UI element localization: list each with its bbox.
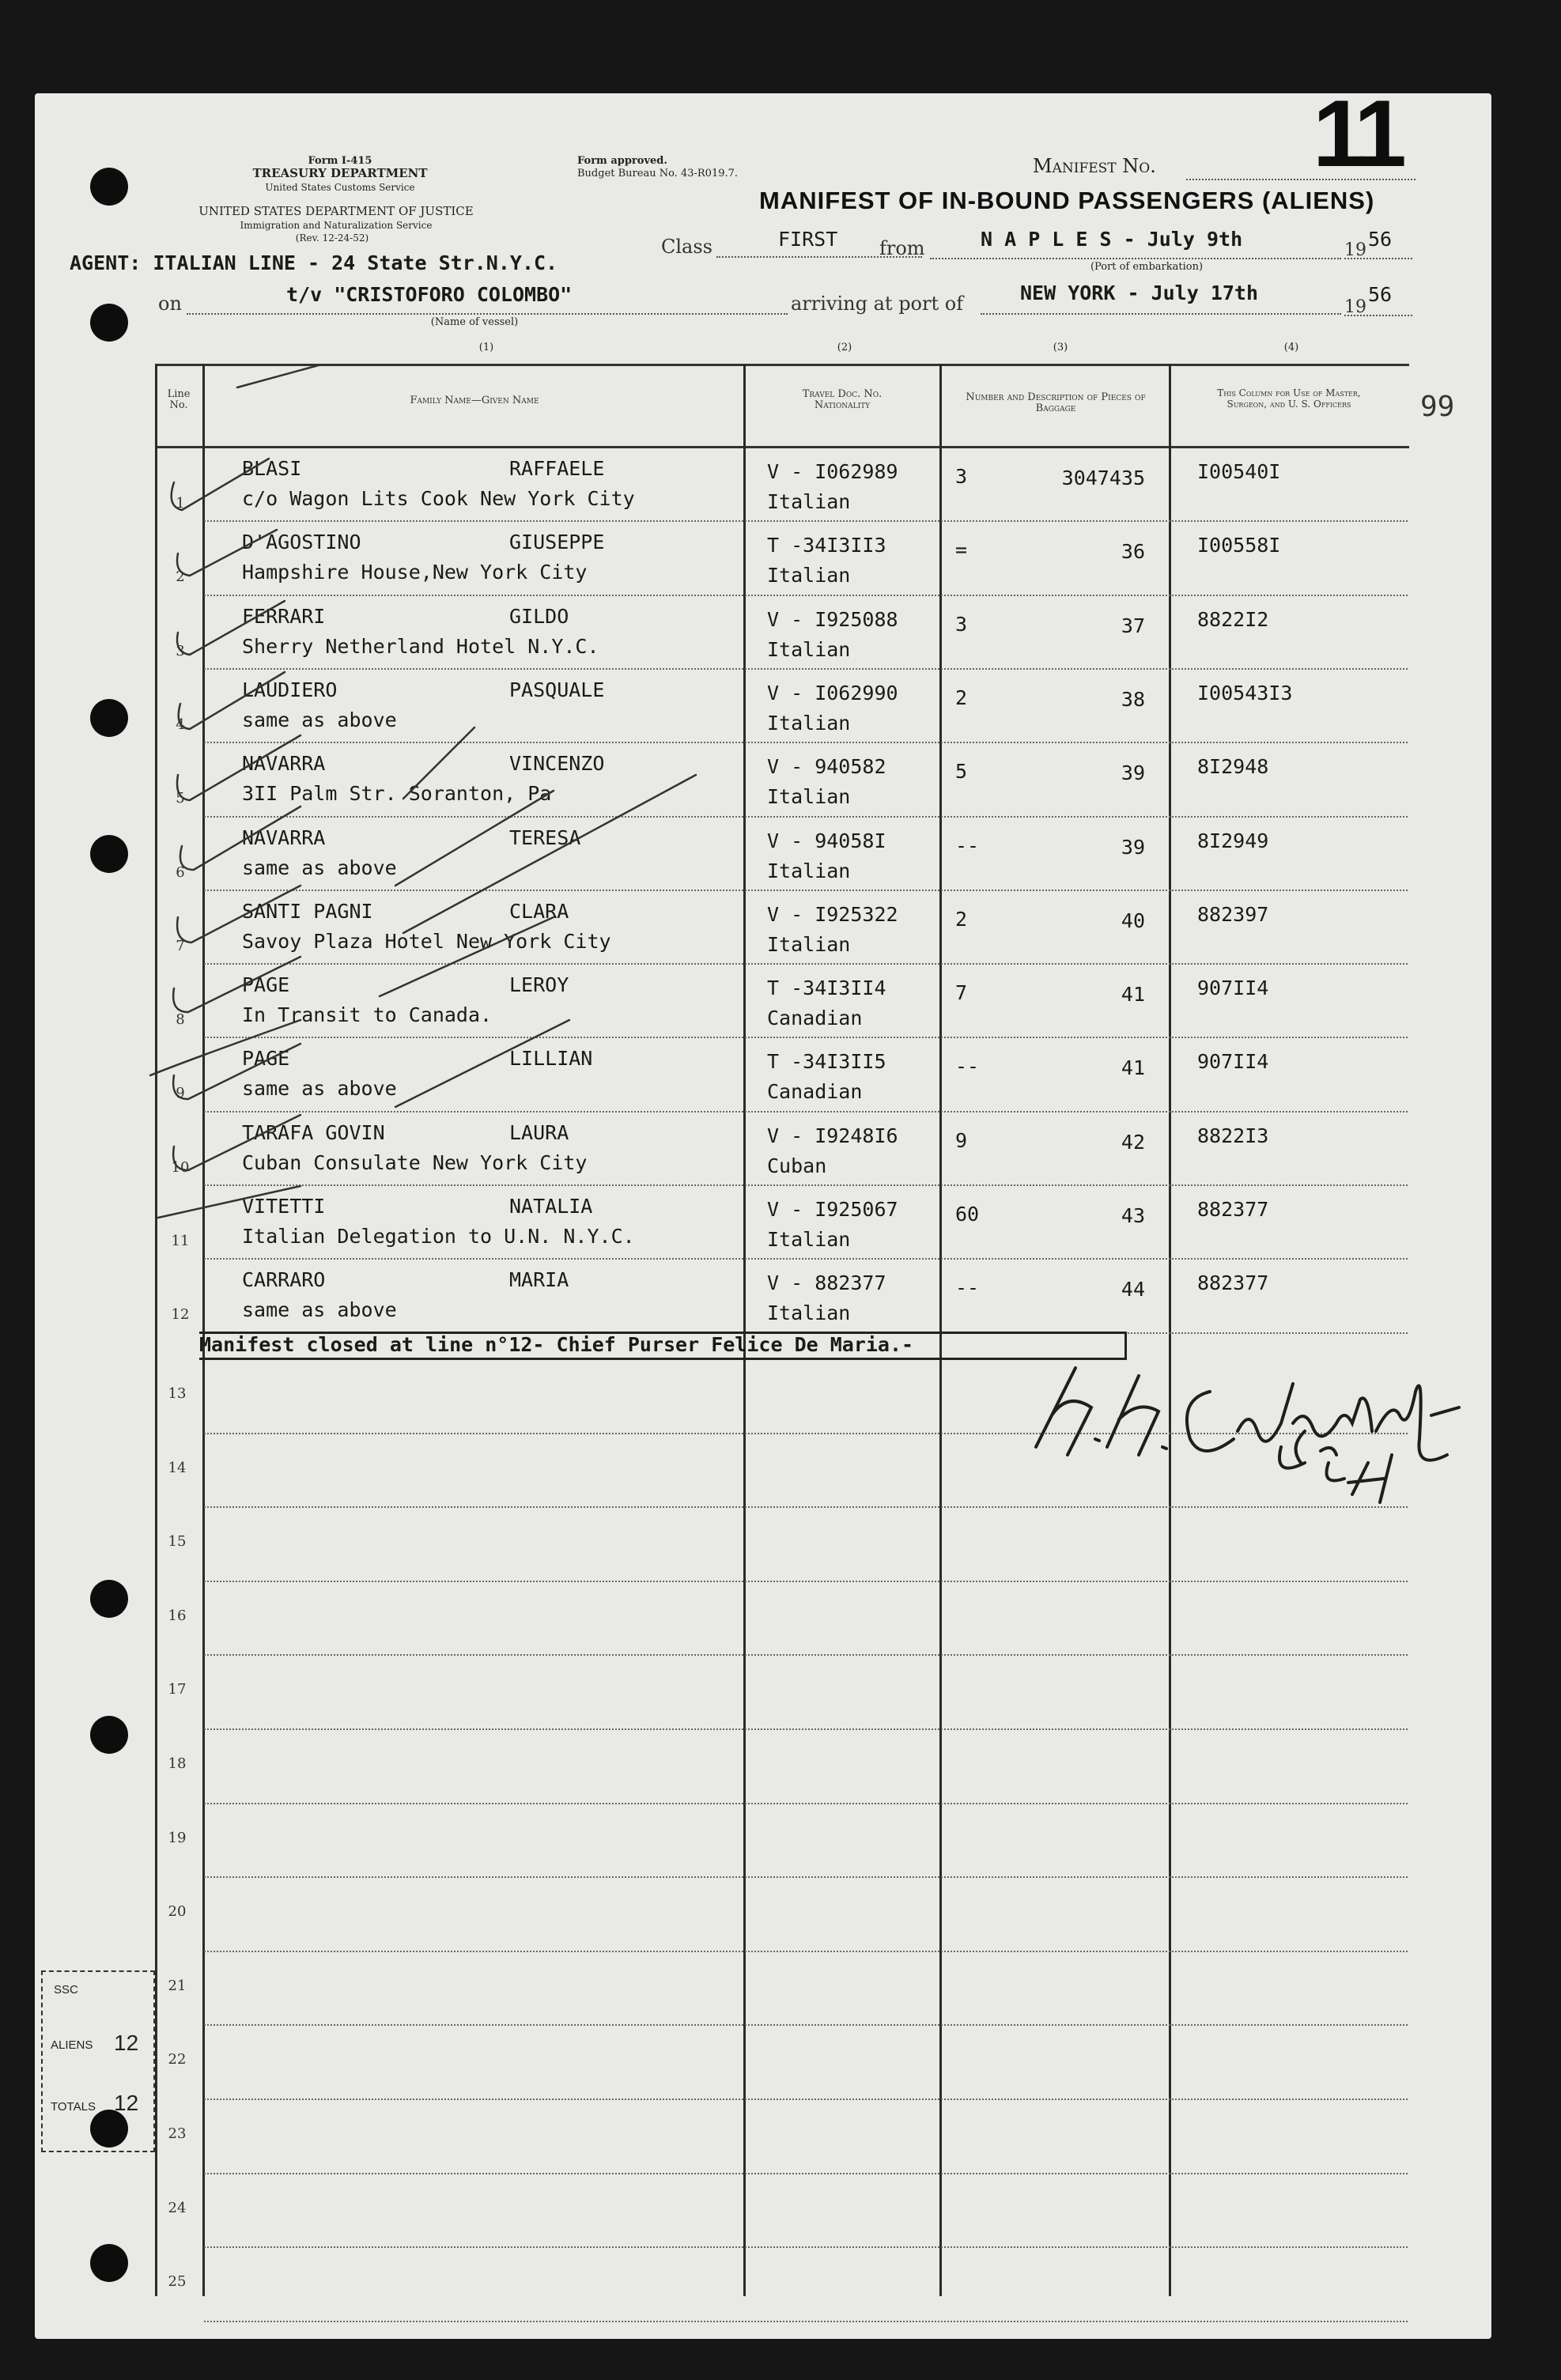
col-number-4: (4) — [1283, 342, 1299, 353]
officer-entry: 907II4 — [1197, 977, 1269, 1000]
line-number: 6 — [176, 863, 185, 881]
given-name: GIUSEPPE — [509, 531, 605, 554]
class-label: Class — [661, 236, 712, 258]
justice-department: UNITED STATES DEPARTMENT OF JUSTICE — [198, 204, 474, 218]
address: Sherry Netherland Hotel N.Y.C. — [242, 634, 599, 658]
punch-hole — [90, 699, 128, 737]
class-value: FIRST — [778, 228, 838, 251]
line-number: 7 — [176, 937, 185, 954]
address: same as above — [242, 1298, 397, 1322]
family-name: D'AGOSTINO — [242, 531, 361, 554]
line-number: 15 — [168, 1533, 187, 1551]
budget-bureau: Budget Bureau No. 43-R019.7. — [577, 168, 739, 179]
form-approved: Form approved. — [577, 155, 667, 167]
family-name: VITETTI — [242, 1195, 326, 1218]
nationality: Italian — [767, 711, 851, 735]
punch-hole — [90, 168, 128, 206]
line-number: 25 — [168, 2273, 187, 2291]
address: c/o Wagon Lits Cook New York City — [242, 487, 635, 510]
row-divider — [204, 1803, 1408, 1804]
baggage-description: 41 — [1121, 983, 1145, 1007]
punch-hole — [90, 835, 128, 873]
travel-doc-number: V - I925088 — [767, 607, 898, 631]
family-name: SANTI PAGNI — [242, 899, 373, 923]
address: Savoy Plaza Hotel New York City — [242, 929, 611, 953]
family-name: TARAFA GOVIN — [242, 1120, 385, 1144]
port-embarkation-caption: (Port of embarkation) — [1090, 261, 1204, 273]
address: Cuban Consulate New York City — [242, 1150, 588, 1174]
line-number: 21 — [168, 1977, 187, 1994]
given-name: LILLIAN — [509, 1047, 593, 1071]
row-divider — [204, 2246, 1408, 2248]
address: same as above — [242, 856, 397, 879]
stamp-aliens-value: 12 — [114, 2031, 139, 2055]
stamp-totals-value: 12 — [114, 2091, 139, 2115]
baggage-description: 39 — [1121, 761, 1145, 785]
year2-prefix: 19 — [1344, 297, 1366, 317]
travel-doc-number: V - 882377 — [767, 1271, 886, 1295]
form-number: Form I-415 — [308, 155, 372, 167]
line-number: 17 — [168, 1681, 187, 1698]
row-divider — [204, 2321, 1408, 2322]
punch-hole — [90, 304, 128, 342]
address: In Transit to Canada. — [242, 1003, 493, 1027]
travel-doc-number: V - I062990 — [767, 681, 898, 705]
col-divider-doc — [743, 364, 746, 2296]
baggage-description: 39 — [1121, 835, 1145, 859]
line-number: 2 — [176, 569, 185, 586]
line-number: 24 — [168, 2199, 187, 2216]
family-name: NAVARRA — [242, 752, 326, 776]
col-divider-baggage — [939, 364, 942, 2296]
manifest-number: 11 — [1313, 81, 1400, 187]
stamp-code: SSC — [54, 1983, 78, 1997]
baggage-description: 38 — [1121, 687, 1145, 711]
line-number: 8 — [176, 1011, 185, 1029]
punch-hole — [90, 1716, 128, 1754]
agent-line: AGENT: ITALIAN LINE - 24 State Str.N.Y.C. — [70, 251, 558, 274]
stamp-totals-label: TOTALS — [51, 2100, 96, 2114]
row-divider — [204, 2173, 1408, 2174]
baggage-description: 44 — [1121, 1278, 1145, 1301]
arrival-line — [981, 313, 1341, 315]
arriving-label: arriving at port of — [791, 293, 964, 315]
line-number: 14 — [168, 1459, 187, 1476]
travel-doc-number: V - 94058I — [767, 829, 886, 852]
nationality: Italian — [767, 859, 851, 882]
family-name: PAGE — [242, 973, 290, 997]
line-number: 3 — [176, 642, 185, 659]
family-name: CARRARO — [242, 1268, 326, 1292]
given-name: CLARA — [509, 899, 569, 923]
line-number: 18 — [168, 1755, 187, 1772]
row-divider — [204, 1876, 1408, 1878]
given-name: GILDO — [509, 604, 569, 628]
family-name: NAVARRA — [242, 825, 326, 849]
travel-doc-number: T -34I3II5 — [767, 1050, 886, 1074]
nationality: Italian — [767, 564, 851, 587]
baggage-pieces: 9 — [955, 1128, 968, 1152]
baggage-description: 36 — [1121, 540, 1145, 564]
nationality: Italian — [767, 1301, 851, 1325]
col-number-2: (2) — [837, 342, 852, 353]
address: Italian Delegation to U.N. N.Y.C. — [242, 1225, 635, 1248]
line-number: 9 — [176, 1085, 185, 1102]
baggage-description: 43 — [1121, 1204, 1145, 1227]
family-name: FERRARI — [242, 604, 326, 628]
row-divider — [204, 2024, 1408, 2026]
line-number: 20 — [168, 1903, 187, 1921]
aliens-totals-stamp — [41, 1970, 155, 2152]
baggage-pieces: 7 — [955, 981, 968, 1005]
ins-service: Immigration and Naturalization Service — [240, 220, 433, 231]
address: Hampshire House,New York City — [242, 561, 588, 584]
travel-doc-number: V - I9248I6 — [767, 1124, 898, 1147]
treasury-department: TREASURY DEPARTMENT — [252, 166, 428, 180]
header-line-no: Line No. — [167, 388, 191, 411]
baggage-pieces: 5 — [955, 760, 968, 784]
given-name: NATALIA — [509, 1195, 593, 1218]
on-label: on — [158, 293, 182, 315]
baggage-pieces: -- — [955, 1055, 980, 1079]
row-divider — [204, 1728, 1408, 1730]
nationality: Cuban — [767, 1154, 827, 1177]
line-number: 4 — [176, 716, 185, 733]
header-officers: This Column for Use of Master, Surgeon, and U. S. Officers — [1217, 387, 1361, 410]
officer-entry: I00558I — [1197, 534, 1281, 557]
col-number-3: (3) — [1053, 342, 1068, 353]
baggage-pieces: 60 — [955, 1203, 980, 1226]
year1-suffix: 56 — [1368, 228, 1393, 251]
baggage-description: 40 — [1121, 909, 1145, 932]
punch-hole — [90, 2244, 128, 2282]
given-name: PASQUALE — [509, 678, 605, 701]
given-name: VINCENZO — [509, 752, 605, 776]
baggage-pieces: 2 — [955, 686, 968, 709]
family-name: LAUDIERO — [242, 678, 338, 701]
given-name: LEROY — [509, 973, 569, 997]
line-number: 12 — [171, 1306, 190, 1324]
year2-line — [1344, 315, 1412, 316]
given-name: MARIA — [509, 1268, 569, 1292]
baggage-description: 37 — [1121, 614, 1145, 637]
line-number: 23 — [168, 2125, 187, 2142]
baggage-pieces: 2 — [955, 907, 968, 931]
officer-entry: 882377 — [1197, 1271, 1269, 1295]
col-divider-officers — [1169, 364, 1171, 2296]
row-divider — [204, 1654, 1408, 1656]
col-number-1: (1) — [478, 342, 494, 353]
given-name: LAURA — [509, 1120, 569, 1144]
line-number: 16 — [168, 1607, 187, 1624]
year1-prefix: 19 — [1344, 240, 1366, 260]
punch-hole — [90, 1580, 128, 1618]
line-number: 19 — [168, 1829, 187, 1846]
line-number: 5 — [176, 790, 185, 807]
baggage-pieces: = — [955, 538, 968, 562]
row-divider — [204, 1951, 1408, 1952]
nationality: Canadian — [767, 1007, 863, 1030]
baggage-pieces: -- — [955, 1276, 980, 1300]
from-line — [930, 258, 1341, 259]
baggage-description: 42 — [1121, 1130, 1145, 1154]
officer-entry: I00540I — [1197, 460, 1281, 483]
header-travel-doc: Travel Doc. No. Nationality — [802, 388, 883, 411]
margin-note: 99 — [1420, 391, 1455, 423]
line-number: 1 — [176, 495, 185, 512]
baggage-description: 41 — [1121, 1056, 1145, 1080]
officer-entry: 882397 — [1197, 902, 1269, 926]
year1-line — [1344, 258, 1412, 259]
vessel-line — [187, 313, 788, 315]
pencil-check-marks — [142, 364, 712, 1328]
officer-entry: 882377 — [1197, 1198, 1269, 1221]
officer-signature — [1020, 1344, 1471, 1510]
baggage-description: 3047435 — [1061, 467, 1145, 489]
header-baggage: Number and Description of Pieces of Baggage — [966, 391, 1146, 414]
given-name: TERESA — [509, 825, 581, 849]
row-divider — [204, 1581, 1408, 1582]
line-number: 13 — [168, 1385, 187, 1402]
manifest-title: MANIFEST OF IN-BOUND PASSENGERS (ALIENS) — [759, 187, 1375, 214]
family-name: BLASI — [242, 457, 302, 480]
address: same as above — [242, 1077, 397, 1101]
vessel-caption: (Name of vessel) — [430, 316, 519, 328]
nationality: Italian — [767, 637, 851, 661]
given-name: RAFFAELE — [509, 457, 605, 480]
baggage-pieces: 3 — [955, 612, 968, 636]
vessel-name: t/v "CRISTOFORO COLOMBO" — [286, 283, 573, 306]
travel-doc-number: V - 940582 — [767, 755, 886, 779]
nationality: Canadian — [767, 1080, 863, 1104]
nationality: Italian — [767, 932, 851, 956]
officer-entry: 8822I2 — [1197, 607, 1269, 631]
officer-entry: I00543I3 — [1197, 681, 1293, 705]
family-name: PAGE — [242, 1047, 290, 1071]
header-family-name: Family Name—Given Name — [410, 395, 539, 406]
manifest-number-label: Manifest No. — [1033, 155, 1156, 177]
arrival-port: NEW YORK - July 17th — [1020, 281, 1259, 304]
customs-service: United States Customs Service — [265, 182, 415, 193]
officer-entry: 8822I3 — [1197, 1124, 1269, 1147]
nationality: Italian — [767, 1228, 851, 1251]
embarkation-value: N A P L E S - July 9th — [981, 228, 1243, 251]
officer-entry: 8I2948 — [1197, 755, 1269, 779]
year2-suffix: 56 — [1368, 283, 1393, 306]
address: same as above — [242, 708, 397, 731]
row-divider — [204, 2099, 1408, 2100]
nationality: Italian — [767, 490, 851, 513]
travel-doc-number: T -34I3II3 — [767, 534, 886, 557]
line-number: 22 — [168, 2051, 187, 2068]
travel-doc-number: T -34I3II4 — [767, 977, 886, 1000]
officer-entry: 8I2949 — [1197, 829, 1269, 852]
revision-date: (Rev. 12-24-52) — [295, 232, 369, 244]
travel-doc-number: V - I925067 — [767, 1198, 898, 1221]
nationality: Italian — [767, 785, 851, 809]
travel-doc-number: V - I062989 — [767, 460, 898, 483]
baggage-pieces: -- — [955, 833, 980, 857]
from-label: from — [879, 237, 925, 259]
line-number: 10 — [171, 1158, 190, 1176]
stamp-aliens-label: ALIENS — [51, 2038, 93, 2052]
officer-entry: 907II4 — [1197, 1050, 1269, 1074]
closing-statement: Manifest closed at line n°12- Chief Purser Felice De Maria.- — [199, 1333, 914, 1356]
travel-doc-number: V - I925322 — [767, 902, 898, 926]
baggage-pieces: 3 — [955, 465, 968, 488]
line-number: 11 — [171, 1233, 190, 1249]
address: 3II Palm Str. Soranton, Pa — [242, 782, 552, 806]
